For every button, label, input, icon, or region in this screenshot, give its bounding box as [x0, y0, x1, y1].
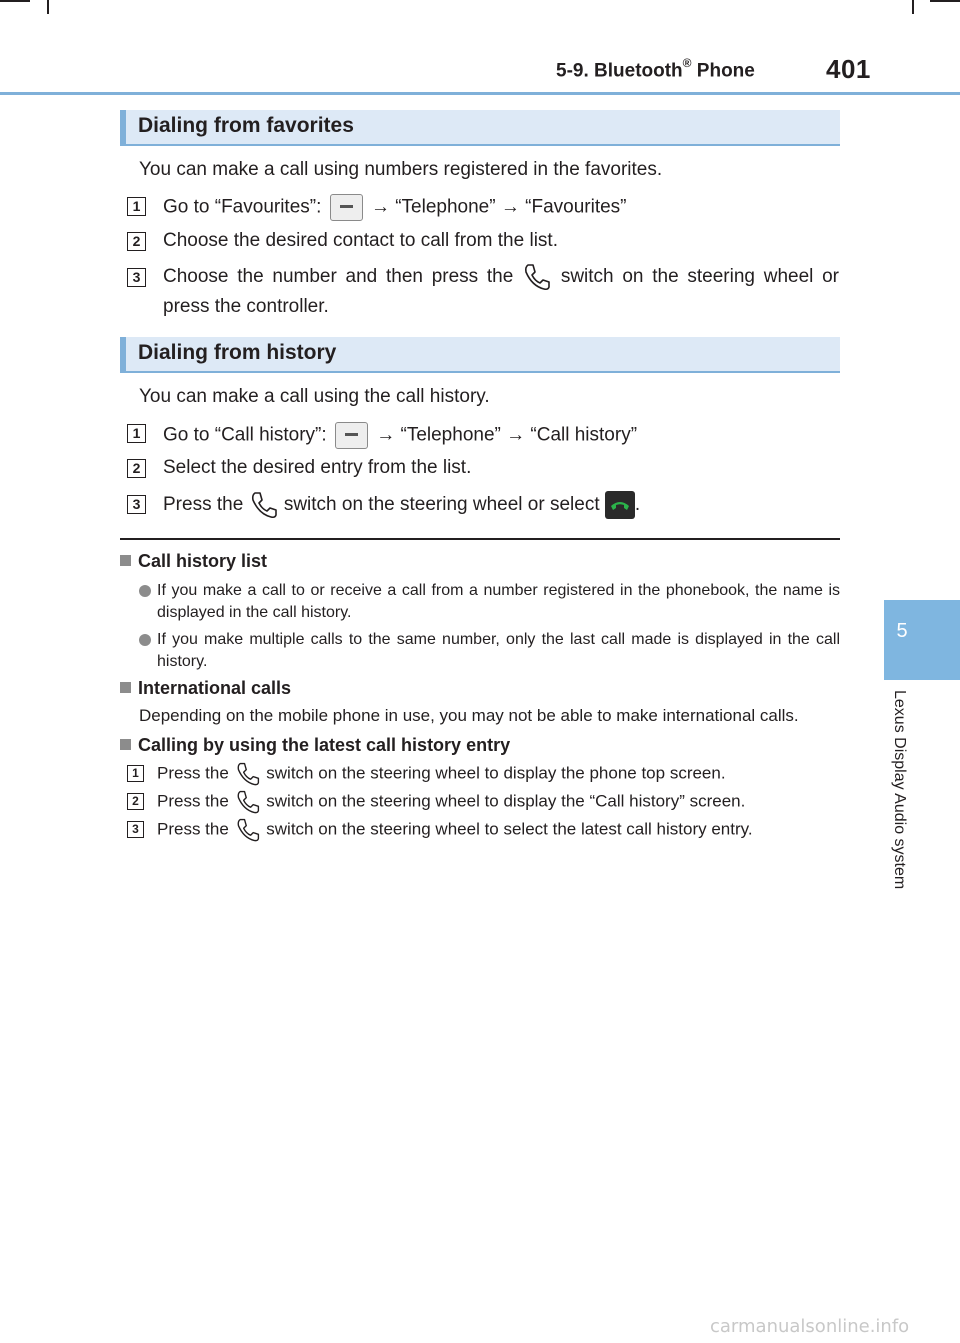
note-latest-entry: Calling by using the latest call history entry	[120, 735, 510, 756]
step-number: 3	[127, 268, 146, 287]
chapter-number: 5	[896, 620, 908, 642]
crop-mark-right	[930, 0, 960, 2]
favorites-step-1: Go to “Favourites”: → “Telephone” → “Favourites”	[163, 194, 627, 221]
menu-button-icon	[330, 194, 363, 221]
step-number: 2	[127, 232, 146, 251]
history-step-3: Press the switch on the steering wheel or select .	[163, 490, 640, 520]
history-step-2: Select the desired entry from the list.	[163, 457, 472, 478]
step-number: 3	[127, 495, 146, 514]
latest-entry-step-3: Press the switch on the steering wheel to select the latest call history entry.	[157, 817, 753, 843]
section-divider	[120, 538, 840, 540]
step-number: 1	[127, 197, 146, 216]
step-number: 1	[127, 424, 146, 443]
phone-handset-icon	[249, 490, 279, 520]
phone-handset-icon	[234, 789, 262, 815]
step-number: 2	[127, 459, 146, 478]
note-bullet: If you make a call to or receive a call from a number registered in the phonebook, the name is displayed in the call history.	[139, 580, 840, 624]
heading-favorites: Dialing from favorites	[120, 110, 840, 146]
phone-handset-icon	[522, 262, 552, 292]
history-intro: You can make a call using the call history.	[139, 386, 490, 407]
phone-handset-icon	[234, 817, 262, 843]
step-number: 2	[127, 793, 144, 810]
phone-handset-icon	[234, 761, 262, 787]
note-international: International calls	[120, 678, 291, 699]
history-step-1: Go to “Call history”: → “Telephone” → “Call history”	[163, 422, 637, 449]
watermark: carmanualsonline.info	[710, 1316, 910, 1337]
crop-mark-left	[0, 0, 30, 2]
chapter-label: Lexus Display Audio system	[891, 690, 908, 890]
favorites-step-3: Choose the number and then press the switch on the steering wheel or press the controller.	[163, 262, 839, 321]
page-number: 401	[826, 54, 871, 84]
note-international-text: Depending on the mobile phone in use, you may not be able to make international calls.	[139, 706, 799, 725]
section-title: 5-9. Bluetooth® Phone	[556, 56, 755, 82]
note-bullet: If you make multiple calls to the same number, only the last call made is displayed in the call history.	[139, 629, 840, 673]
favorites-intro: You can make a call using numbers registered in the favorites.	[139, 159, 663, 180]
step-number: 3	[127, 821, 144, 838]
latest-entry-step-2: Press the switch on the steering wheel to display the “Call history” screen.	[157, 789, 745, 815]
latest-entry-step-1: Press the switch on the steering wheel to display the phone top screen.	[157, 761, 726, 787]
note-call-history-list: Call history list	[120, 551, 267, 572]
header-rule	[0, 92, 960, 95]
crop-mark-right-v	[912, 0, 914, 14]
heading-history: Dialing from history	[120, 337, 840, 373]
step-number: 1	[127, 765, 144, 782]
green-call-button-icon	[605, 491, 635, 519]
crop-mark-left-v	[47, 0, 49, 14]
menu-button-icon	[335, 422, 368, 449]
favorites-step-2: Choose the desired contact to call from the list.	[163, 230, 558, 251]
